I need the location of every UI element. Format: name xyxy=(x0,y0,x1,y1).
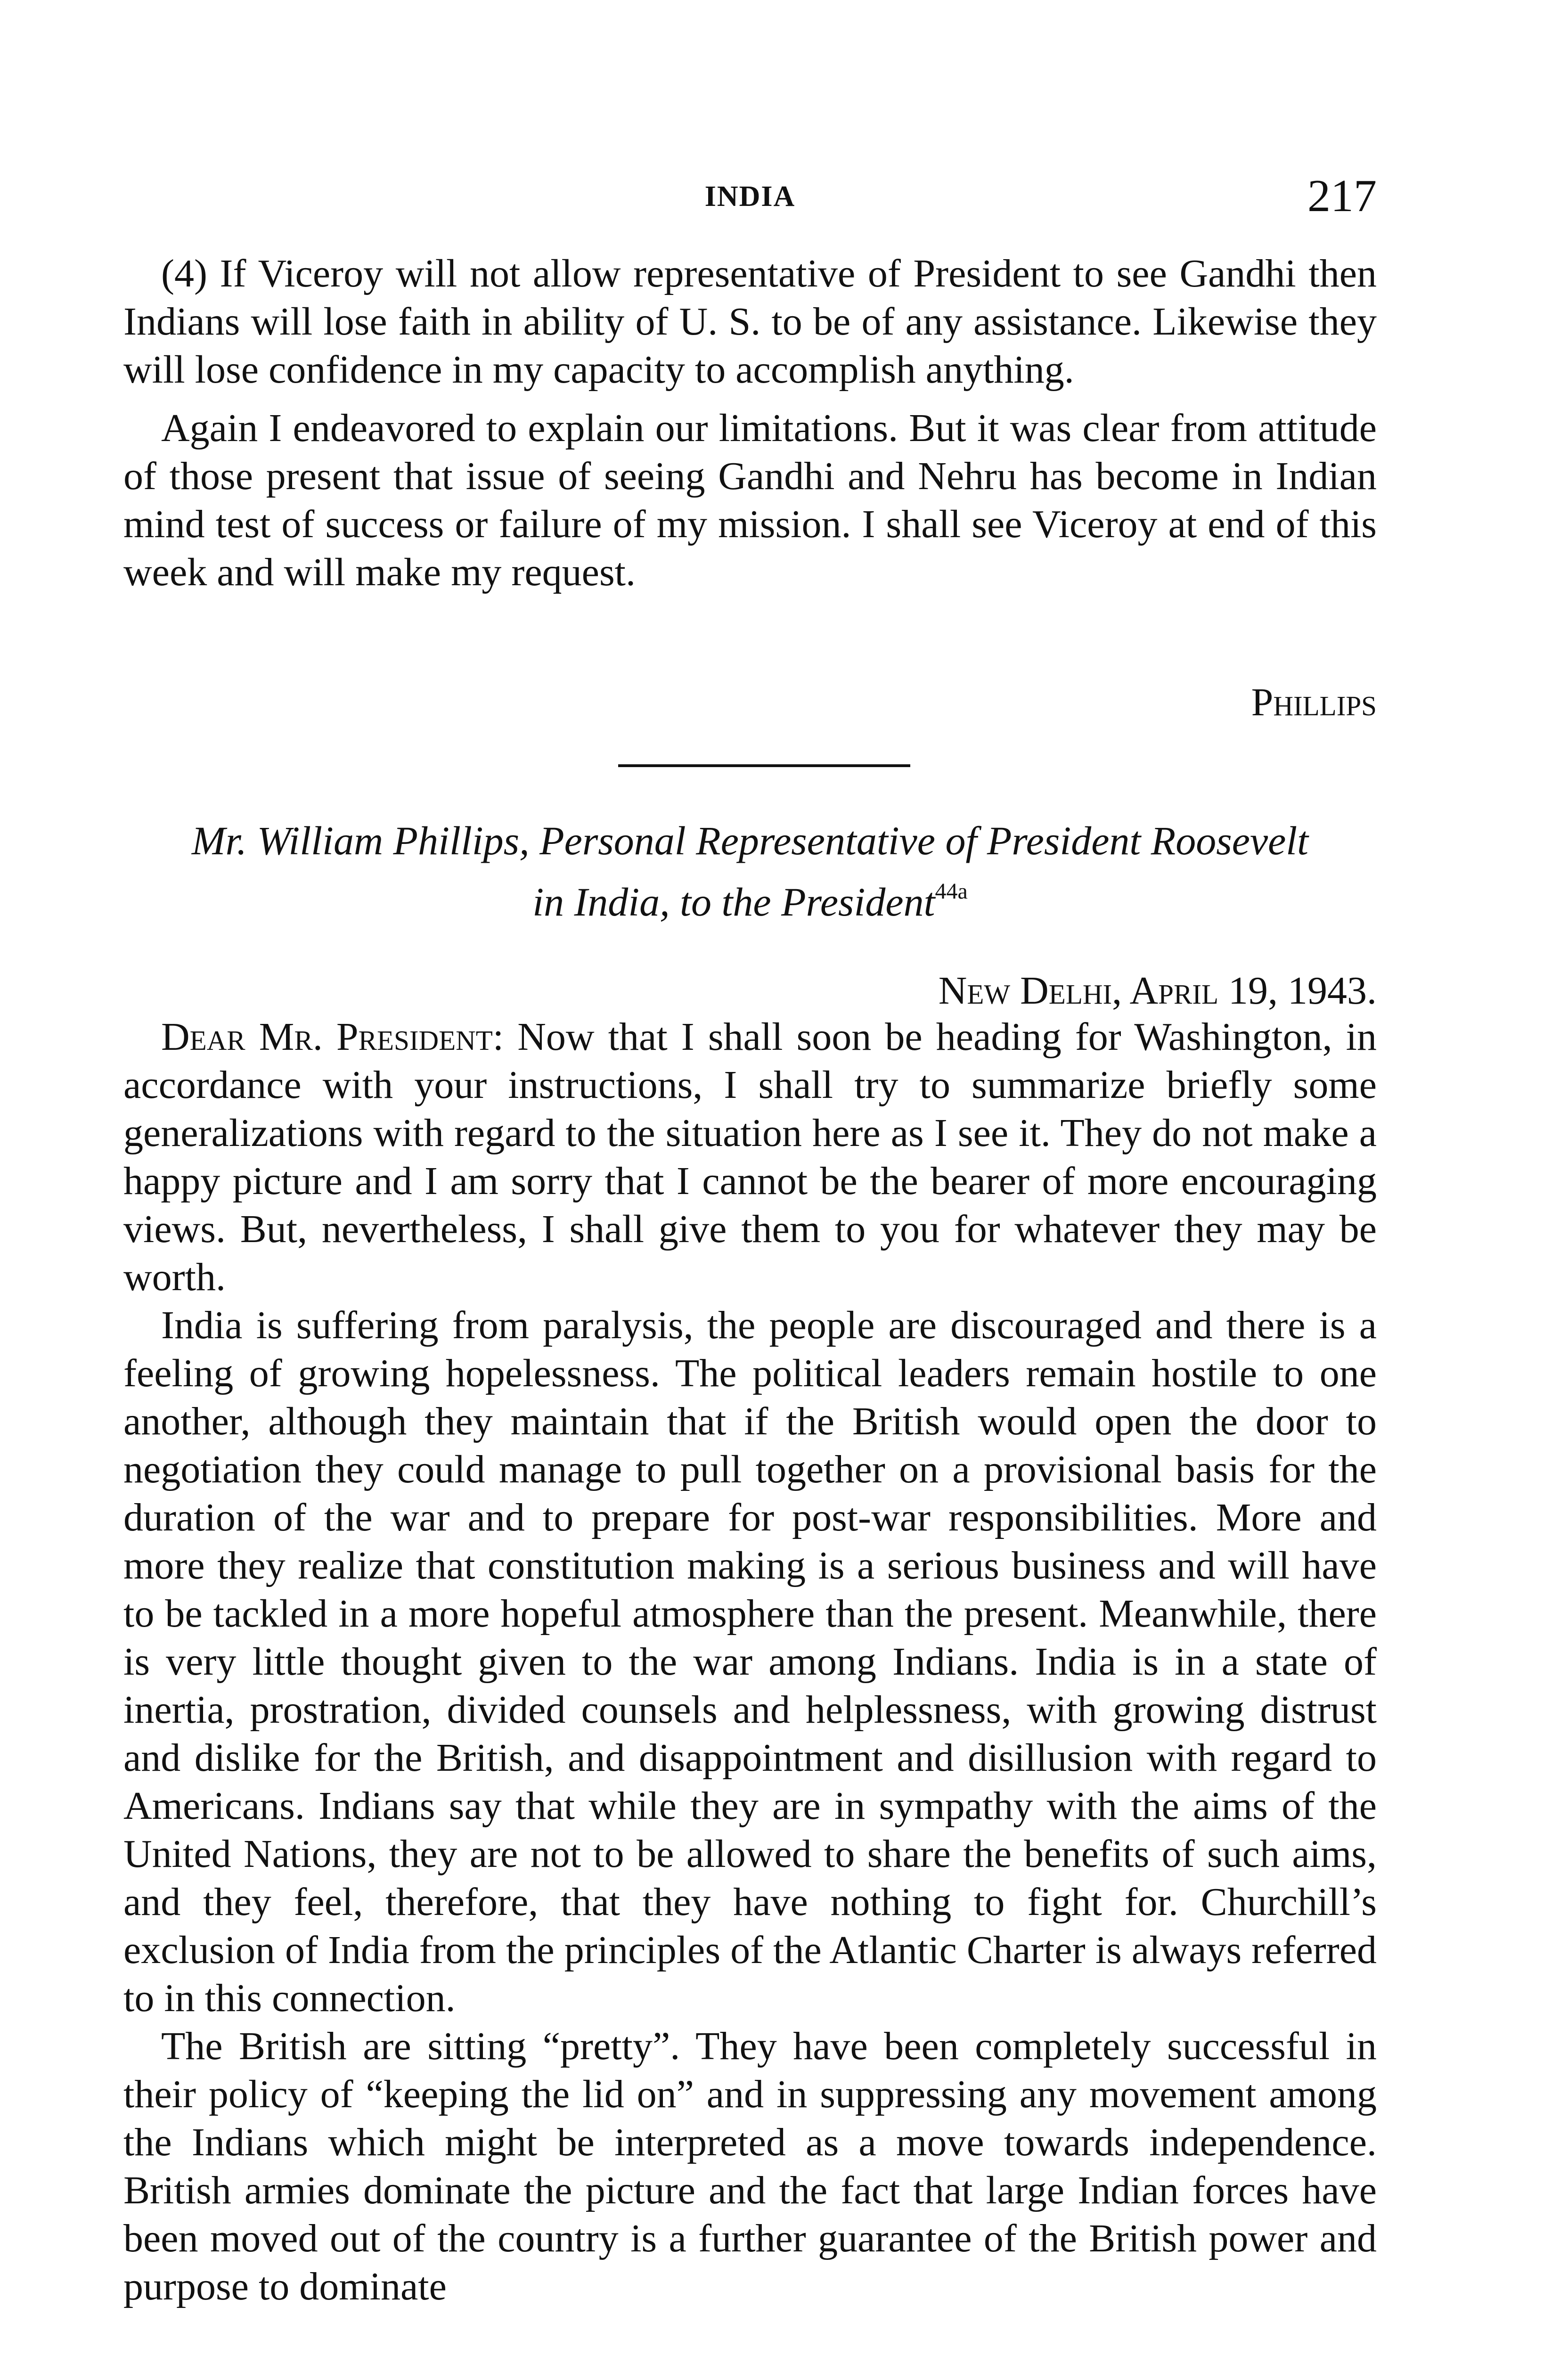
heading-footnote-ref: 44a xyxy=(935,879,968,904)
heading-line-2 xyxy=(123,866,1377,927)
paragraph-condition-4: (4) If Viceroy will not allow representative of President to see Gandhi then Indians will lose faith in ability of U. S. to be of any assistance. Likewise they will lose confidence in my capacity to accomplish anything. xyxy=(123,252,1377,392)
paragraph-opening xyxy=(123,1013,1377,1301)
signature: Phillips xyxy=(1251,680,1377,724)
heading-line-2-text: in India, to the President xyxy=(532,879,935,924)
heading-line-1: Mr. William Phillips, Personal Representative of President Roosevelt xyxy=(191,818,1309,863)
paragraph-limitations: Again I endeavored to explain our limitations. But it was clear from attitude of those present that issue of seeing Gandhi and Nehru has become in Indian mind test of success or failure of my mission. I shall see Viceroy at end of this week and will make my request. xyxy=(123,406,1377,594)
section-divider xyxy=(618,764,910,767)
running-title: INDIA xyxy=(704,180,796,213)
dateline-text: New Delhi, April 19, 1943. xyxy=(938,969,1377,1013)
paragraph-british: The British are sitting “pretty”. They have been completely successful in their policy of “keeping the lid on” and in suppressing any movement among the Indians which might be interpreted as a move towards independence. British armies dominate the picture and the fact that large Indian forces have been moved out of the country is a further guarantee of the British power and purpose to dominate xyxy=(123,2024,1377,2308)
document-heading xyxy=(123,815,1377,927)
paragraph-paralysis: India is suffering from paralysis, the people are discouraged and there is a feeling of growing hopelessness. The political leaders remain hostile to one another, although they maintain that if the British would open the door to negotiation they could manage to pull together on a provisional basis for the duration of the war and to prepare for post-war responsibilities. More and more they realize that constitution making is a serious business and will have to be tackled in a more hopeful atmosphere than the present. Meanwhile, there is very little thought given to the war among Indians. India is in a state of inertia, prostration, divided counsels and helplessness, with growing distrust and dislike for the British, and disappointment and disillusion with regard to Americans. Indians say that while they are in sympathy with the aims of the United Nations, they are not to be allowed to share the benefits of such aims, and they feel, therefore, that they have nothing to fight for. Churchill’s exclusion of India from the principles of the Atlantic Charter is always referred to in this connection. xyxy=(123,1303,1377,2020)
dateline xyxy=(123,967,1377,1015)
letter-body xyxy=(123,1013,1377,2311)
salutation: Dear Mr. President: xyxy=(161,1015,504,1059)
top-section xyxy=(123,250,1377,597)
paragraph-opening-text: Now that I shall soon be heading for Washington, in accordance with your instructions, I shall try to summarize briefly some generalizations with regard to the situation here as I see it. They do not make a happy picture and I am sorry that I cannot be the bearer of more encouraging views. But, nevertheless, I shall give them to you for whatever they may be worth. xyxy=(123,1015,1377,1299)
running-head xyxy=(123,170,1377,226)
page-number: 217 xyxy=(1307,171,1377,221)
